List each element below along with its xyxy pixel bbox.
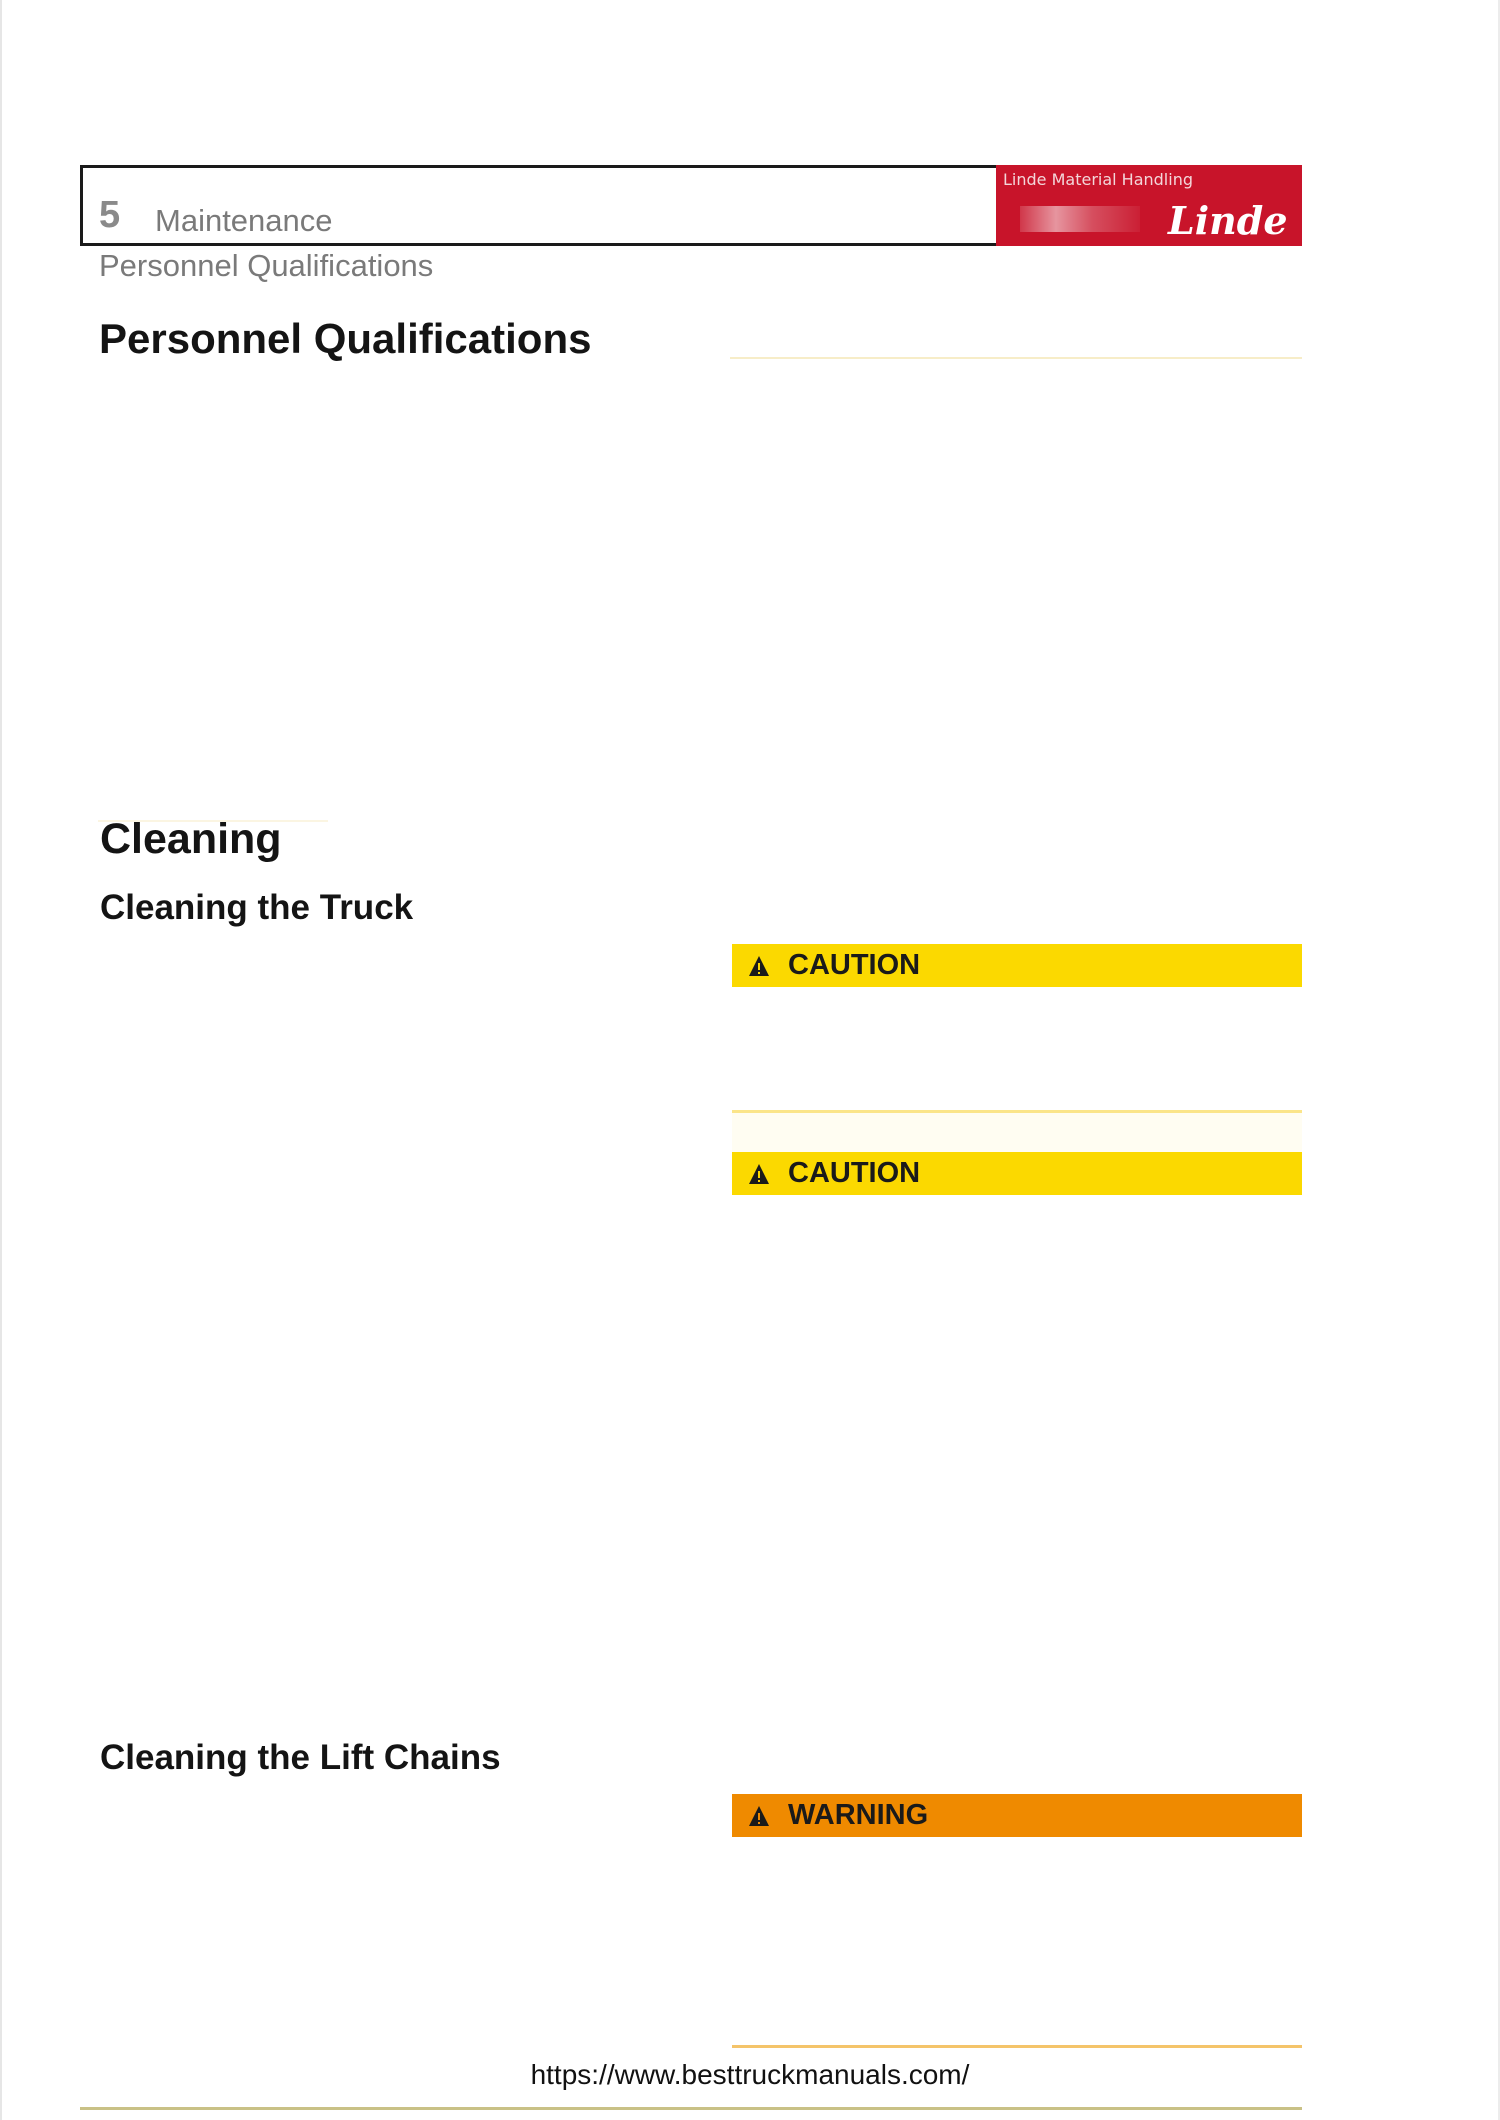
personnel-qualifications-heading: Personnel Qualifications [99, 315, 592, 362]
page-edge-left [0, 0, 2, 2120]
footer-url[interactable]: https://www.besttruckmanuals.com/ [530, 2059, 970, 2090]
warning-triangle-icon [748, 1805, 770, 1827]
caution-label: CAUTION [788, 949, 921, 981]
caution-label: CAUTION [788, 1157, 921, 1189]
chapter-number: 5 [99, 194, 121, 236]
caution-notice [732, 1152, 1302, 1195]
warning-end-rule [732, 2045, 1302, 2048]
section-subtitle: Personnel Qualifications [99, 248, 434, 283]
brand-logo: Linde [1168, 198, 1288, 243]
cleaning-truck-heading: Cleaning the Truck [100, 888, 414, 927]
caution-gap [732, 1113, 1302, 1153]
warning-triangle-icon [748, 1163, 770, 1185]
caution-notice [732, 944, 1302, 987]
chapter-title: Maintenance [155, 203, 333, 238]
section-divider [730, 357, 1302, 359]
brand-logo-stripe [1020, 206, 1140, 232]
warning-notice [732, 1794, 1302, 1837]
lift-chains-heading: Cleaning the Lift Chains [100, 1738, 501, 1777]
footer-rule [80, 2107, 1302, 2110]
brand-tagline: Linde Material Handling [1003, 170, 1193, 189]
warning-triangle-icon [748, 955, 770, 977]
warning-label: WARNING [788, 1799, 929, 1831]
cleaning-heading: Cleaning [100, 815, 282, 863]
